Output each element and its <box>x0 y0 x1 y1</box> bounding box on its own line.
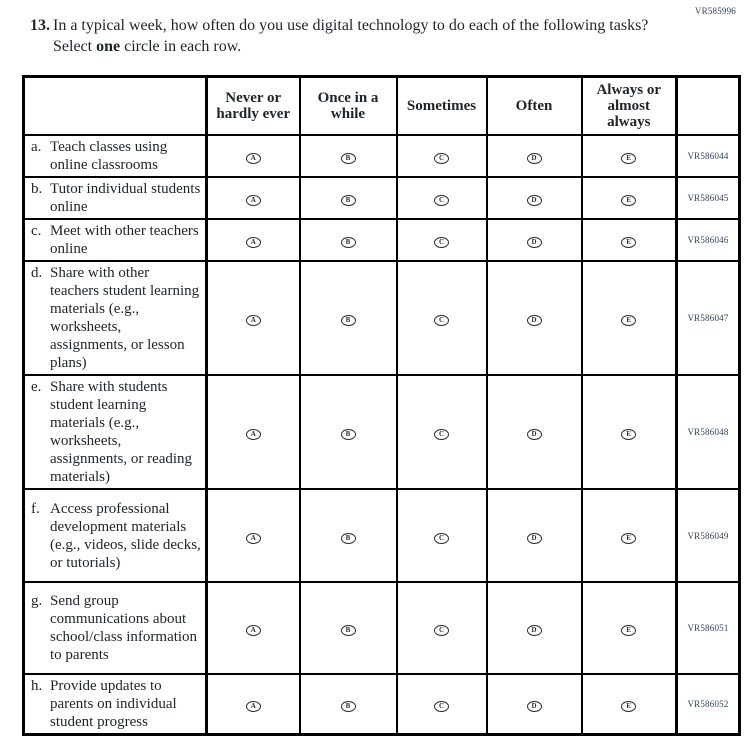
task-cell <box>24 135 207 177</box>
column-header-sometimes: Sometimes <box>397 77 487 136</box>
row-letter: a. <box>31 139 42 155</box>
option-cell <box>582 489 677 582</box>
task-text: Provide updates to parents on individual student progress <box>50 678 177 730</box>
response-bubble-always[interactable]: E <box>621 315 636 326</box>
response-bubble-sometimes[interactable]: C <box>434 237 449 248</box>
table-row-g <box>24 582 740 674</box>
option-cell <box>207 219 300 261</box>
row-code: VR586046 <box>677 219 740 261</box>
option-cell <box>300 582 397 674</box>
header-empty-code <box>677 77 740 136</box>
row-code: VR586049 <box>677 489 740 582</box>
response-bubble-often[interactable]: D <box>527 701 542 712</box>
row-code: VR586048 <box>677 375 740 489</box>
option-cell <box>487 375 582 489</box>
response-bubble-always[interactable]: E <box>621 533 636 544</box>
option-cell <box>487 674 582 735</box>
task-text: Send group communications about school/class information to parents <box>50 593 198 663</box>
response-bubble-often[interactable]: D <box>527 533 542 544</box>
column-header-always: Always or almost always <box>582 77 677 136</box>
row-code: VR586052 <box>677 674 740 735</box>
option-cell <box>300 375 397 489</box>
response-bubble-always[interactable]: E <box>621 195 636 206</box>
response-bubble-often[interactable]: D <box>527 195 542 206</box>
table-row-f <box>24 489 740 582</box>
response-bubble-often[interactable]: D <box>527 237 542 248</box>
task-text: Share with students student learning materials (e.g., worksheets, assignments, or reading materials) <box>50 379 193 485</box>
response-bubble-always[interactable]: E <box>621 701 636 712</box>
response-bubble-sometimes[interactable]: C <box>434 195 449 206</box>
response-bubble-often[interactable]: D <box>527 429 542 440</box>
response-bubble-sometimes[interactable]: C <box>434 701 449 712</box>
table-row-b <box>24 177 740 219</box>
task-cell <box>24 219 207 261</box>
response-bubble-always[interactable]: E <box>621 625 636 636</box>
option-cell <box>487 219 582 261</box>
row-code: VR586051 <box>677 582 740 674</box>
option-cell <box>397 261 487 375</box>
response-bubble-never[interactable]: A <box>246 195 261 206</box>
option-cell <box>300 219 397 261</box>
row-code: VR586047 <box>677 261 740 375</box>
response-bubble-once[interactable]: B <box>341 153 356 164</box>
option-cell <box>207 177 300 219</box>
option-cell <box>582 219 677 261</box>
response-bubble-sometimes[interactable]: C <box>434 533 449 544</box>
option-cell <box>582 177 677 219</box>
response-bubble-sometimes[interactable]: C <box>434 625 449 636</box>
response-bubble-often[interactable]: D <box>527 625 542 636</box>
option-cell <box>207 375 300 489</box>
option-cell <box>397 375 487 489</box>
response-bubble-never[interactable]: A <box>246 701 261 712</box>
option-cell <box>207 135 300 177</box>
response-bubble-never[interactable]: A <box>246 315 261 326</box>
response-bubble-once[interactable]: B <box>341 533 356 544</box>
table-row-h <box>24 674 740 735</box>
option-cell <box>397 135 487 177</box>
row-letter: e. <box>31 379 42 395</box>
task-text: Share with other teachers student learning materials (e.g., worksheets, assignments, or lesson plans) <box>50 265 200 371</box>
task-cell <box>24 582 207 674</box>
column-header-once: Once in a while <box>300 77 397 136</box>
option-cell <box>487 582 582 674</box>
table-row-c <box>24 219 740 261</box>
table-row-d <box>24 261 740 375</box>
task-cell <box>24 177 207 219</box>
response-bubble-once[interactable]: B <box>341 315 356 326</box>
option-cell <box>487 261 582 375</box>
option-cell <box>582 582 677 674</box>
response-bubble-once[interactable]: B <box>341 625 356 636</box>
row-letter: g. <box>31 593 43 609</box>
option-cell <box>487 489 582 582</box>
task-text: Teach classes using online classrooms <box>50 139 168 173</box>
response-bubble-sometimes[interactable]: C <box>434 153 449 164</box>
table-row-a <box>24 135 740 177</box>
option-cell <box>300 489 397 582</box>
option-cell <box>300 177 397 219</box>
row-letter: c. <box>31 223 42 239</box>
option-cell <box>207 674 300 735</box>
question-text: In a typical week, how often do you use digital technology to do each of the following tasks? Select one circle in each row. <box>53 17 649 55</box>
task-cell <box>24 375 207 489</box>
response-bubble-sometimes[interactable]: C <box>434 315 449 326</box>
option-cell <box>207 582 300 674</box>
row-letter: h. <box>31 678 43 694</box>
option-cell <box>207 489 300 582</box>
option-cell <box>397 489 487 582</box>
option-cell <box>582 135 677 177</box>
question-block <box>30 15 666 57</box>
row-code: VR586045 <box>677 177 740 219</box>
option-cell <box>487 177 582 219</box>
option-cell <box>397 582 487 674</box>
form-code-top: VR585996 <box>694 6 736 16</box>
task-text: Meet with other teachers online <box>50 223 199 257</box>
option-cell <box>397 674 487 735</box>
row-letter: d. <box>31 265 43 281</box>
table-row-e <box>24 375 740 489</box>
response-bubble-never[interactable]: A <box>246 625 261 636</box>
survey-table <box>22 75 741 736</box>
option-cell <box>397 177 487 219</box>
question-number: 13. <box>30 17 50 34</box>
option-cell <box>582 375 677 489</box>
option-cell <box>300 674 397 735</box>
row-letter: f. <box>31 500 40 517</box>
response-bubble-sometimes[interactable]: C <box>434 429 449 440</box>
response-bubble-never[interactable]: A <box>246 153 261 164</box>
response-bubble-never[interactable]: A <box>246 533 261 544</box>
task-cell <box>24 261 207 375</box>
response-bubble-often[interactable]: D <box>527 315 542 326</box>
option-cell <box>397 219 487 261</box>
response-bubble-once[interactable]: B <box>341 429 356 440</box>
task-cell <box>24 674 207 735</box>
header-empty-task <box>24 77 207 136</box>
response-bubble-often[interactable]: D <box>527 153 542 164</box>
option-cell <box>207 261 300 375</box>
row-code: VR586044 <box>677 135 740 177</box>
response-bubble-never[interactable]: A <box>246 429 261 440</box>
option-cell <box>582 674 677 735</box>
option-cell <box>582 261 677 375</box>
response-bubble-never[interactable]: A <box>246 237 261 248</box>
row-letter: b. <box>31 181 43 197</box>
task-cell <box>24 489 207 582</box>
response-bubble-always[interactable]: E <box>621 237 636 248</box>
task-text: Tutor individual students online <box>50 181 201 215</box>
question-bold-word: one <box>96 38 121 55</box>
option-cell <box>300 261 397 375</box>
header-row <box>24 77 740 136</box>
response-bubble-always[interactable]: E <box>621 429 636 440</box>
column-header-never: Never or hardly ever <box>207 77 300 136</box>
column-header-often: Often <box>487 77 582 136</box>
task-text: Access professional development materials (e.g., videos, slide decks, or tutorials) <box>50 500 201 571</box>
response-bubble-once[interactable]: B <box>341 701 356 712</box>
option-cell <box>300 135 397 177</box>
response-bubble-once[interactable]: B <box>341 195 356 206</box>
response-bubble-once[interactable]: B <box>341 237 356 248</box>
response-bubble-always[interactable]: E <box>621 153 636 164</box>
option-cell <box>487 135 582 177</box>
